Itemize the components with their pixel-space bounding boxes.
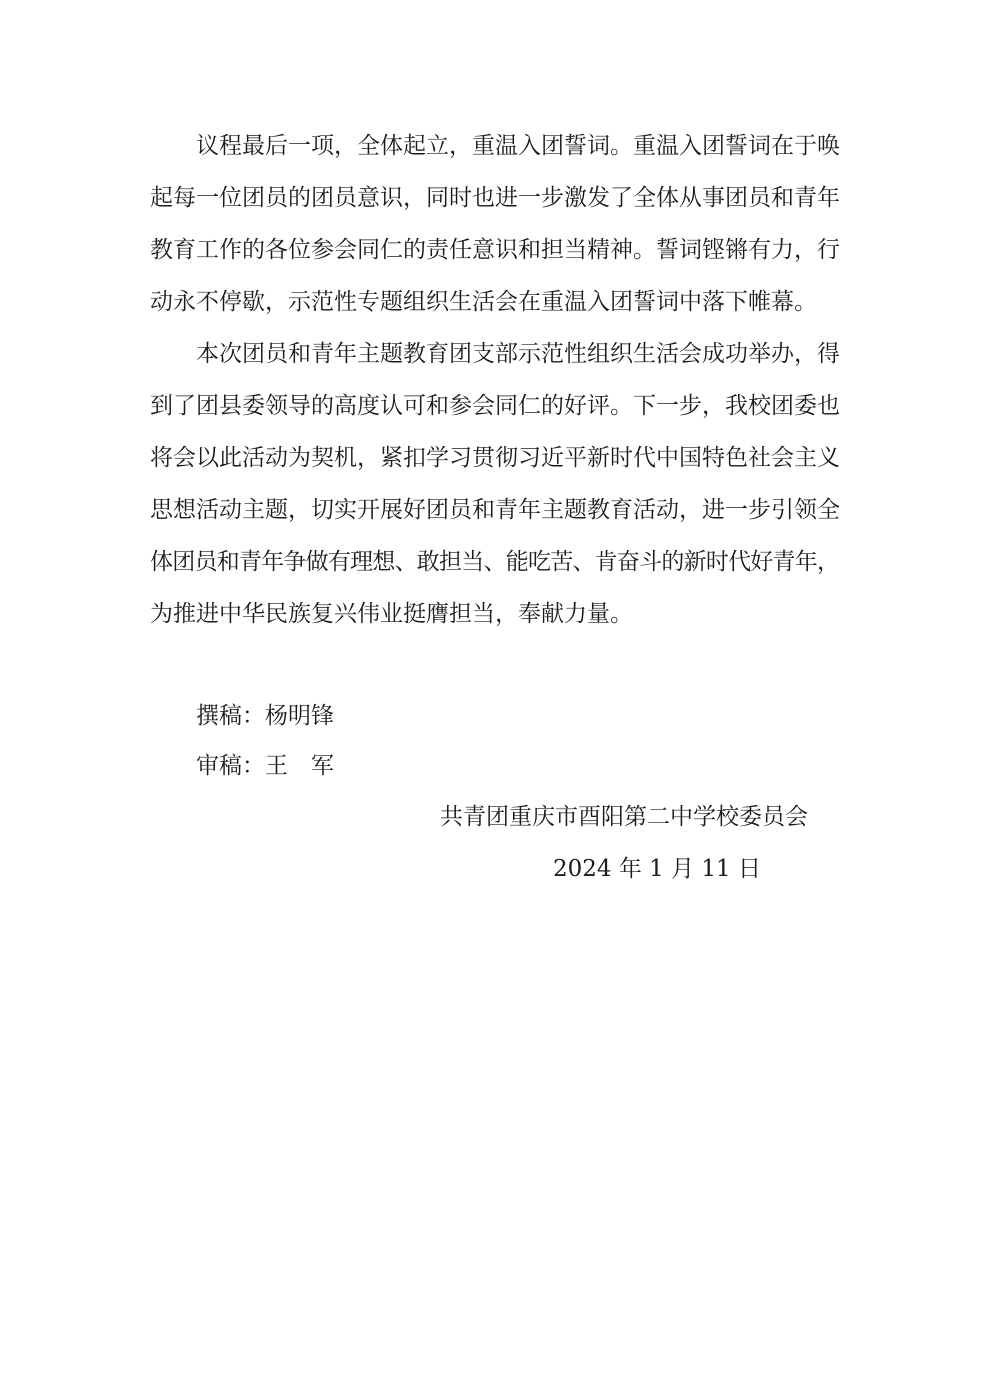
signature-date: 2024 年 1 月 11 日 [553, 856, 761, 882]
paragraph-line: 体团员和青年争做有理想、敢担当、能吃苦、肯奋斗的新时代好青年， [150, 549, 840, 575]
paragraph-line: 动永不停歇，示范性专题组织生活会在重温入团誓词中落下帷幕。 [150, 289, 817, 315]
paragraph-line: 将会以此活动为契机，紧扣学习贯彻习近平新时代中国特色社会主义 [150, 445, 840, 471]
paragraph-line: 为推进中华民族复兴伟业挺膺担当，奉献力量。 [150, 601, 633, 627]
paragraph-line: 起每一位团员的团员意识，同时也进一步激发了全体从事团员和青年 [150, 185, 840, 211]
signature-organization: 共青团重庆市酉阳第二中学校委员会 [440, 804, 808, 830]
paragraph-line: 到了团县委领导的高度认可和参会同仁的好评。下一步，我校团委也 [150, 393, 840, 419]
author-credit: 撰稿：杨明锋 [196, 703, 334, 729]
paragraph-line: 教育工作的各位参会同仁的责任意识和担当精神。誓词铿锵有力，行 [150, 237, 840, 263]
reviewer-credit: 审稿：王 军 [196, 753, 334, 779]
paragraph-line: 思想活动主题，切实开展好团员和青年主题教育活动，进一步引领全 [150, 497, 840, 523]
paragraph-line: 本次团员和青年主题教育团支部示范性组织生活会成功举办，得 [196, 341, 840, 367]
paragraph-line: 议程最后一项，全体起立，重温入团誓词。重温入团誓词在于唤 [196, 133, 840, 159]
